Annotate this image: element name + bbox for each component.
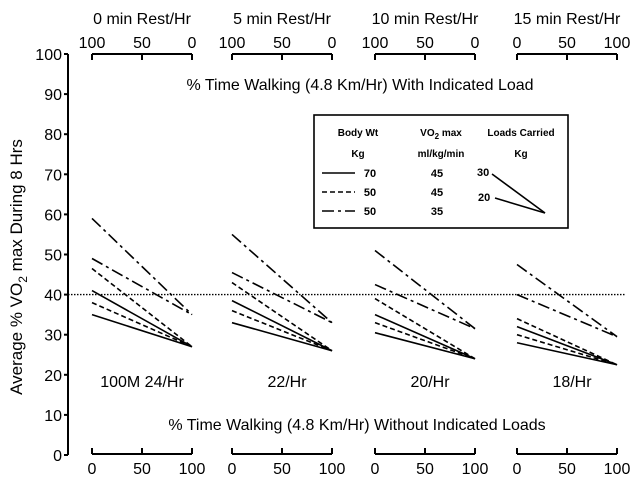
bottom-tick-label-2-0: 0 xyxy=(370,461,380,478)
y-tick-label-10: 10 xyxy=(44,407,62,425)
series-line-3-2 xyxy=(517,319,617,365)
y-tick-label-90: 90 xyxy=(44,87,62,105)
rest-label-0: 0 min Rest/Hr xyxy=(93,11,191,28)
legend-header-vo2-unit: ml/kg/min xyxy=(417,149,465,160)
legend xyxy=(314,115,568,228)
bottom-tick-label-3-2: 100 xyxy=(603,461,631,478)
legend-header-body-wt-unit: Kg xyxy=(351,149,365,160)
rest-label-3: 15 min Rest/Hr xyxy=(513,11,621,28)
y-axis-label-v: V xyxy=(7,295,26,308)
pace-label-1: 22/Hr xyxy=(267,374,307,391)
series-line-1-0 xyxy=(232,234,332,322)
bottom-tick-label-1-1: 50 xyxy=(273,461,291,478)
series-line-3-4 xyxy=(517,335,617,365)
legend-body-wt-2: 50 xyxy=(363,206,377,218)
y-tick-label-40: 40 xyxy=(44,287,62,305)
pace-label-0: 100M 24/Hr xyxy=(100,374,184,391)
top-tick-label-3-1: 50 xyxy=(558,35,576,52)
y-tick-label-100: 100 xyxy=(35,47,62,64)
y-tick-label-50: 50 xyxy=(44,247,62,265)
y-axis-label-sub: 2 xyxy=(16,276,30,283)
y-tick-label-80: 80 xyxy=(44,127,62,145)
y-tick-label-20: 20 xyxy=(44,367,62,385)
bottom-tick-label-1-0: 0 xyxy=(227,461,237,478)
y-tick-label-30: 30 xyxy=(44,327,62,345)
top-tick-label-0-2: 0 xyxy=(187,35,197,52)
series-line-1-3 xyxy=(232,301,332,351)
series-line-1-1 xyxy=(232,273,332,323)
top-tick-label-1-1: 50 xyxy=(273,35,291,52)
y-axis-label-o: O xyxy=(7,282,26,296)
rest-label-1: 5 min Rest/Hr xyxy=(233,11,331,28)
bottom-tick-label-3-1: 50 xyxy=(558,461,576,478)
pace-label-2: 20/Hr xyxy=(410,374,450,391)
bottom-axis-group xyxy=(88,448,631,478)
bottom-tick-label-1-2: 100 xyxy=(318,461,346,478)
bottom-tick-label-0-0: 0 xyxy=(87,461,97,478)
pace-label-3: 18/Hr xyxy=(552,374,592,391)
top-tick-label-0-1: 50 xyxy=(133,35,151,52)
legend-vo2-o: O xyxy=(426,128,435,139)
y-tick-label-70: 70 xyxy=(44,167,62,185)
y-axis-label-prefix: Average % xyxy=(7,307,26,395)
bottom-tick-label-3-0: 0 xyxy=(512,461,522,478)
series-line-1-5 xyxy=(232,323,332,351)
legend-load-20: 20 xyxy=(478,192,491,204)
legend-vo2-after: max xyxy=(439,128,462,139)
legend-vo2-1: 45 xyxy=(430,187,444,199)
y-axis-label-suffix: max During 8 Hrs xyxy=(7,139,26,277)
y-tick-label-60: 60 xyxy=(44,207,62,225)
top-caption: % Time Walking (4.8 Km/Hr) With Indicated Load xyxy=(186,77,534,94)
legend-body-wt-0: 70 xyxy=(363,168,377,180)
series-line-0-4 xyxy=(92,303,192,347)
top-tick-label-2-1: 50 xyxy=(416,35,434,52)
bottom-tick-label-0-2: 100 xyxy=(178,461,206,478)
legend-body-wt-1: 50 xyxy=(363,187,377,199)
y-axis-label xyxy=(7,139,30,395)
y-axis xyxy=(35,47,68,465)
legend-header-loads: Loads Carried xyxy=(487,128,555,139)
bottom-tick-label-2-1: 50 xyxy=(416,461,434,478)
top-tick-label-1-0: 100 xyxy=(218,35,246,52)
series-line-3-1 xyxy=(517,295,617,337)
legend-header-body-wt: Body Wt xyxy=(337,128,379,139)
top-tick-label-3-2: 100 xyxy=(603,35,631,52)
bottom-caption: % Time Walking (4.8 Km/Hr) Without Indicated Loads xyxy=(168,417,546,434)
legend-vo2-2: 35 xyxy=(430,206,444,218)
top-axis-group xyxy=(79,11,631,60)
series-line-2-0 xyxy=(375,250,475,328)
legend-header-loads-unit: Kg xyxy=(514,149,528,160)
pace-label-group xyxy=(100,374,592,391)
legend-vo2-sub: 2 xyxy=(434,132,440,141)
top-tick-label-2-2: 0 xyxy=(470,35,480,52)
legend-vo2-v: V xyxy=(420,128,427,139)
top-tick-label-0-0: 100 xyxy=(78,35,106,52)
legend-load-30: 30 xyxy=(477,167,490,179)
y-tick-label-0: 0 xyxy=(53,448,62,465)
bottom-tick-label-2-2: 100 xyxy=(461,461,489,478)
top-tick-label-3-0: 0 xyxy=(512,35,522,52)
rest-label-2: 10 min Rest/Hr xyxy=(371,11,479,28)
bottom-tick-label-0-1: 50 xyxy=(133,461,151,478)
legend-vo2-0: 45 xyxy=(430,168,444,180)
top-tick-label-2-0: 100 xyxy=(361,35,389,52)
series-group xyxy=(92,218,617,364)
series-line-0-2 xyxy=(92,269,192,347)
top-tick-label-1-2: 0 xyxy=(327,35,337,52)
